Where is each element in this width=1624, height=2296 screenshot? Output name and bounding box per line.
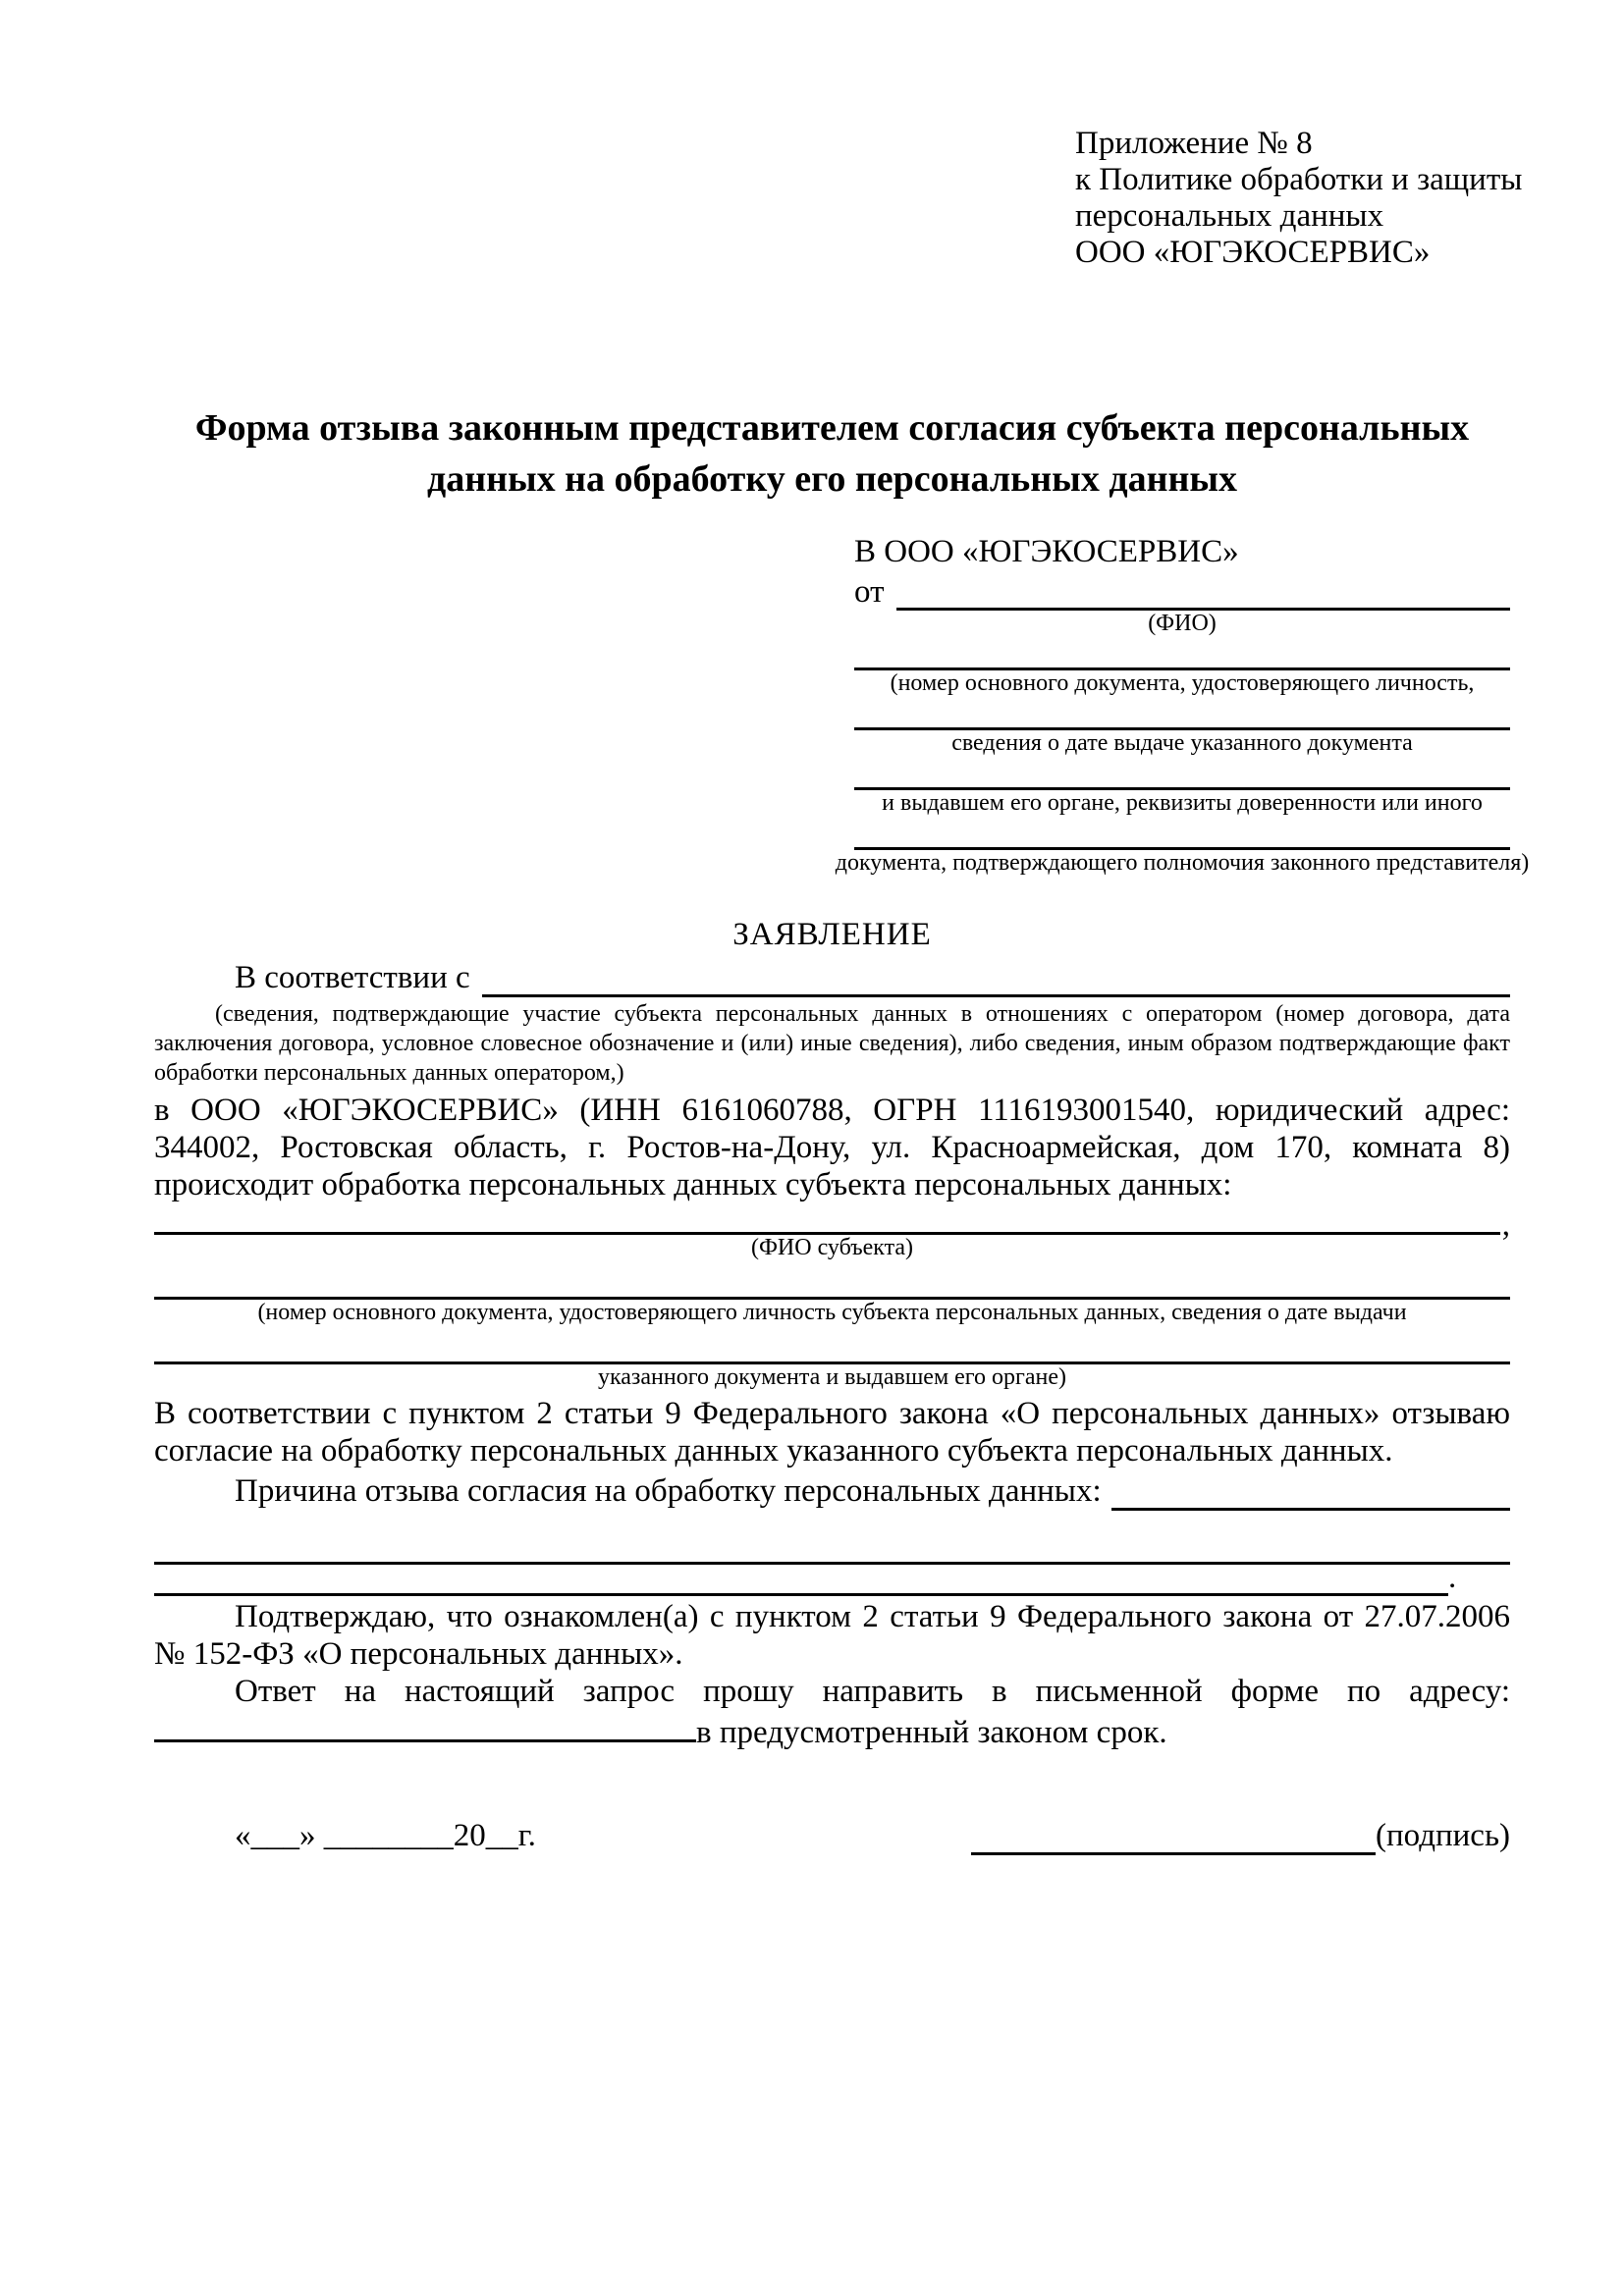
reason-fill-line xyxy=(1111,1508,1510,1511)
addressee-organization: В ООО «ЮГЭКОСЕРВИС» xyxy=(854,534,1239,569)
confirmation-paragraph: Подтверждаю, что ознакомлен(а) с пунктом 2 статьи 9 Федерального закона от 27.07.2006 № 152-ФЗ «О персональных данных». xyxy=(154,1599,1510,1672)
doc-fill-line-1 xyxy=(854,638,1510,670)
basis-fine-print: (сведения, подтверждающие участие субъекта персональных данных в отношениях с оператором (номер договора, дата заключения договора, условное словесное обозначение и (или) иные сведения), либо сведения, иным образом подтверждающие факт обработки персональных данных оператором,) xyxy=(154,1001,1510,1086)
fio-caption: (ФИО) xyxy=(1148,611,1217,636)
doc-caption-4: документа, подтверждающего полномочия законного представителя) xyxy=(835,850,1530,876)
basis-fill-line xyxy=(482,994,1510,997)
subject-doc-caption-1: (номер основного документа, удостоверяющего личность субъекта персональных данных, сведения о дате выдачи xyxy=(257,1300,1407,1325)
doc-caption-1: (номер основного документа, удостоверяющего личность, xyxy=(890,670,1475,696)
reason-period: . xyxy=(1448,1560,1457,1595)
appendix-line: ООО «ЮГЭКОСЕРВИС» xyxy=(1075,235,1431,270)
doc-caption-3: и выдавшем его органе, реквизиты доверенности или иного xyxy=(882,790,1483,816)
subject-doc-fill-line-2 xyxy=(154,1326,1510,1364)
reason-blank-line-1 xyxy=(154,1511,1510,1565)
from-row xyxy=(854,571,1510,611)
document-title: Форма отзыва законным представителем согласия субъекта персональных данных на обработку его персональных данных xyxy=(194,407,1470,500)
reason-prefix: Причина отзыва согласия на обработку персональных данных: xyxy=(235,1473,1102,1509)
reply-address-fill-line xyxy=(154,1710,696,1742)
reason-row xyxy=(154,1471,1510,1511)
addressee-block xyxy=(835,532,1530,876)
signature-fill-line xyxy=(971,1823,1376,1855)
signature-caption: (подпись) xyxy=(1376,1818,1510,1853)
subject-doc-caption-2: указанного документа и выдавшем его органе) xyxy=(597,1364,1067,1390)
subject-doc-fill-line-1 xyxy=(154,1261,1510,1300)
appendix-header xyxy=(1075,126,1523,271)
from-label: от xyxy=(854,574,885,610)
appendix-line: к Политике обработки и защиты xyxy=(1075,162,1523,197)
appendix-line: персональных данных xyxy=(1075,198,1384,234)
reply-suffix: в предусмотренный законом срок. xyxy=(696,1715,1167,1750)
doc-fill-line-2 xyxy=(854,698,1510,730)
basis-row xyxy=(154,958,1510,997)
operator-paragraph: в ООО «ЮГЭКОСЕРВИС» (ИНН 6161060788, ОГРН 1116193001540, юридический адрес: 344002, Ростовская область, г. Ростов-на-Дону, ул. Красноармейская, дом 170, комната 8) происходит обработка персональных данных субъекта персональных данных: xyxy=(154,1093,1510,1202)
doc-fill-line-3 xyxy=(854,758,1510,790)
reason-blank-row-2 xyxy=(154,1560,1510,1596)
date-field: «___» ________20__г. xyxy=(235,1818,536,1853)
reason-blank-line-2 xyxy=(154,1562,1448,1596)
subject-fio-caption: (ФИО субъекта) xyxy=(750,1235,914,1260)
withdrawal-paragraph: В соответствии с пунктом 2 статьи 9 Федерального закона «О персональных данных» отзываю согласие на обработку персональных данных указанного субъекта персональных данных. xyxy=(154,1396,1510,1468)
reply-prefix: Ответ на настоящий запрос прошу направить в письменной форме по адресу: xyxy=(235,1674,1510,1709)
signature-row xyxy=(154,1816,1510,1855)
reply-paragraph xyxy=(154,1673,1510,1751)
doc-fill-line-4 xyxy=(854,818,1510,850)
doc-caption-2: сведения о дате выдаче указанного документа xyxy=(951,730,1413,756)
basis-prefix: В соответствии с xyxy=(235,960,470,995)
subject-fio-comma: , xyxy=(1501,1207,1510,1243)
statement-heading: ЗАЯВЛЕНИЕ xyxy=(732,917,932,952)
appendix-line: Приложение № 8 xyxy=(1075,126,1313,161)
subject-fio-row xyxy=(154,1203,1510,1243)
